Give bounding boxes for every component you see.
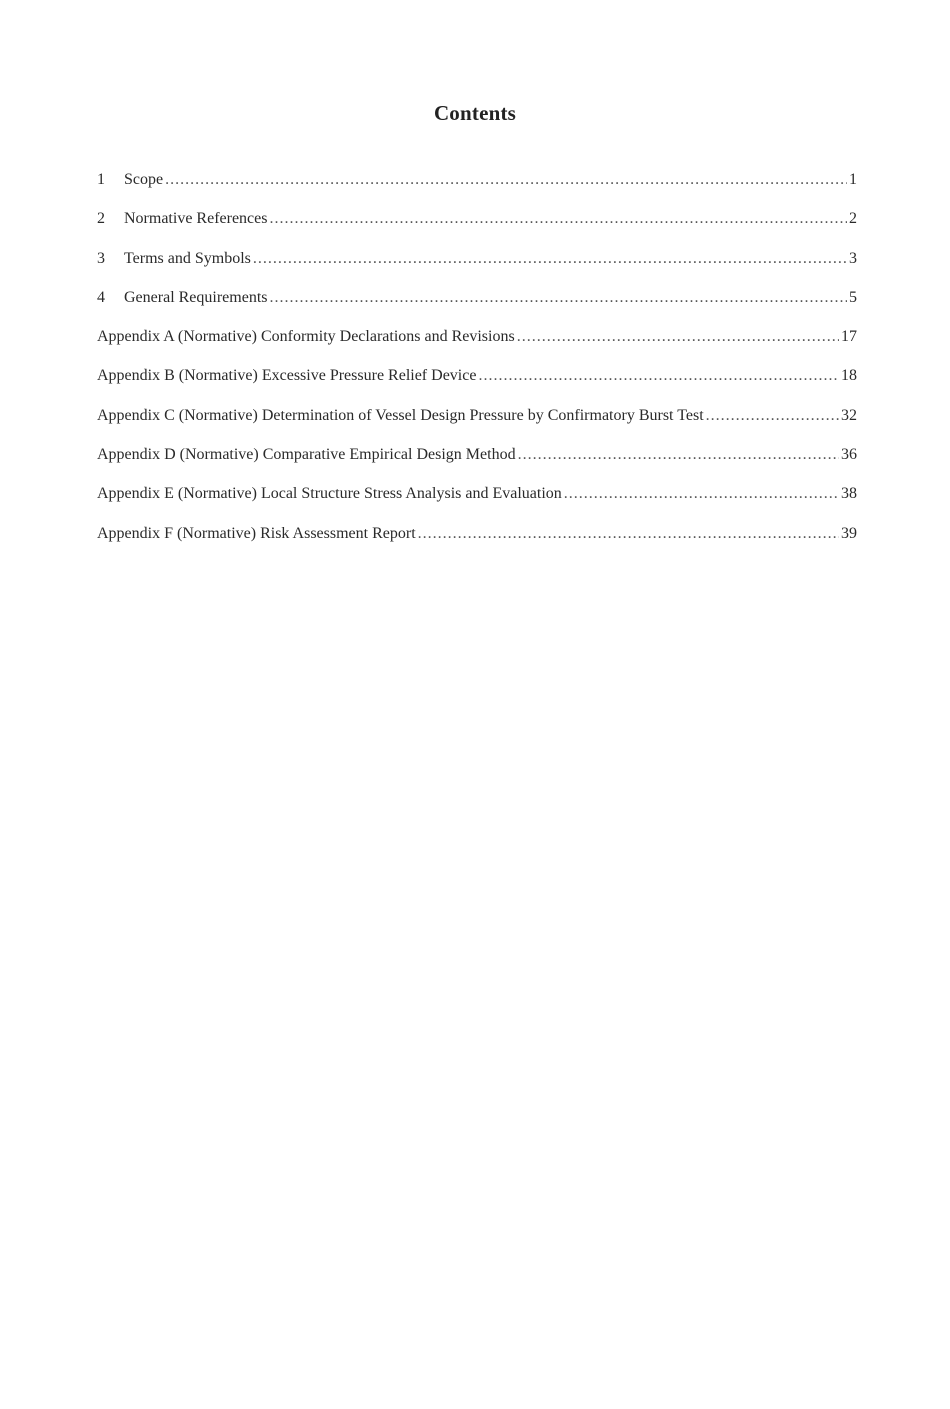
toc-entry-title: Appendix F (Normative) Risk Assessment Report [97, 524, 416, 542]
toc-dot-leader [269, 207, 847, 231]
page-title: Contents [433, 101, 517, 125]
toc-entry-number: 4 [97, 288, 105, 306]
toc-entry-title: Appendix E (Normative) Local Structure Stress Analysis and Evaluation [97, 485, 562, 503]
toc-entry [97, 286, 857, 325]
table-of-contents [97, 168, 857, 561]
toc-entry-page: 18 [841, 367, 857, 385]
toc-entry-title: Scope [124, 171, 164, 188]
toc-entry-page: 17 [841, 328, 857, 346]
toc-entry-title: Normative References [124, 210, 268, 228]
toc-entry [97, 247, 857, 286]
toc-dot-leader [518, 443, 839, 467]
toc-dot-leader [478, 364, 839, 388]
toc-entry-title: Terms and Symbols [124, 249, 251, 267]
toc-entry [97, 364, 857, 403]
toc-entry [97, 443, 857, 482]
toc-entry [97, 207, 857, 246]
toc-entry-title: Appendix C (Normative) Determination of Vessel Design Pressure by Confirmatory Burst Test [97, 406, 704, 424]
toc-entry-number: 2 [97, 210, 105, 228]
toc-entry [97, 522, 857, 561]
toc-dot-leader [253, 247, 847, 271]
toc-entry-title: Appendix D (Normative) Comparative Empirical Design Method [97, 446, 516, 464]
toc-entry-page: 39 [841, 524, 857, 542]
toc-entry-number: 3 [97, 249, 105, 267]
toc-dot-leader [706, 404, 839, 428]
toc-entry [97, 325, 857, 364]
toc-dot-leader [270, 286, 848, 310]
toc-dot-leader [418, 522, 839, 546]
toc-entry-page: 36 [841, 446, 857, 464]
toc-entry-page: 2 [849, 210, 857, 228]
toc-entry-title: Appendix B (Normative) Excessive Pressure Relief Device [97, 367, 477, 385]
toc-entry [97, 404, 857, 443]
toc-entry-number: 1 [97, 171, 105, 188]
toc-entry-page: 38 [841, 485, 857, 503]
toc-entry-page: 5 [849, 288, 857, 306]
toc-dot-leader [517, 325, 839, 349]
toc-entry [97, 482, 857, 521]
toc-entry-title: General Requirements [124, 288, 268, 306]
toc-entry-title: Appendix A (Normative) Conformity Declarations and Revisions [97, 328, 515, 346]
toc-entry [97, 168, 857, 207]
toc-entry-page: 32 [841, 406, 857, 424]
toc-entry-page: 3 [849, 249, 857, 267]
toc-dot-leader [564, 482, 839, 506]
toc-dot-leader [165, 168, 847, 192]
toc-entry-page: 1 [849, 171, 857, 188]
